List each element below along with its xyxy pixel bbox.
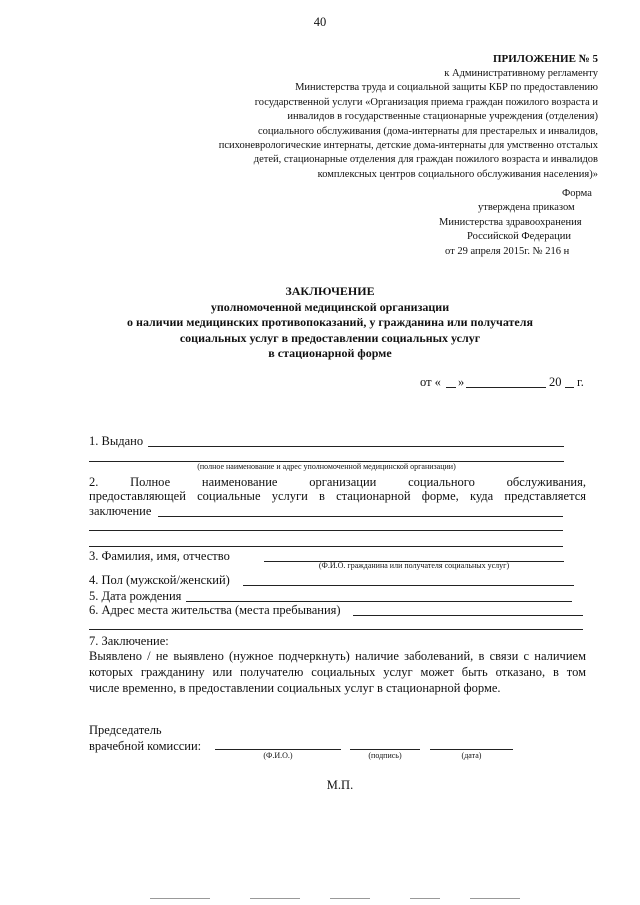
field-birth-label: 5. Дата рождения (89, 589, 182, 603)
field-issued-label: 1. Выдано (89, 434, 144, 448)
form-note-line: Министерства здравоохранения (439, 216, 582, 228)
appendix-line: комплексных центров социального обслуживания населения)» (317, 168, 598, 180)
scan-mark (410, 898, 440, 899)
field-fio-label: 3. Фамилия, имя, отчество (89, 549, 230, 563)
date-close: » (458, 375, 465, 389)
sign-date-caption: (дата) (461, 751, 482, 760)
field-org-line2: предоставляющей социальные услуги в стационарной форме, куда представляется (89, 489, 586, 503)
field-org-blank-2[interactable] (89, 530, 563, 531)
issued-caption: (полное наименование и адрес уполномоченной медицинской организации) (197, 462, 456, 471)
date-month-blank[interactable] (466, 387, 546, 388)
form-note-line: от 29 апреля 2015г. № 216 н (445, 245, 570, 257)
field-conclusion-label: 7. Заключение: (89, 634, 169, 648)
date-year: 20 (549, 375, 562, 389)
chair-label-1: Председатель (89, 723, 162, 737)
date-prefix: от « (420, 375, 441, 389)
field-address-label: 6. Адрес места жительства (места пребывания) (89, 603, 341, 617)
document-title: ЗАКЛЮЧЕНИЕ (285, 284, 375, 298)
scan-mark (330, 898, 370, 899)
sign-signature-blank[interactable] (350, 749, 420, 750)
field-sex-label: 4. Пол (мужской/женский) (89, 573, 230, 587)
field-org-line1: 2. Полное наименование организации социального обслуживания, (89, 475, 586, 489)
conclusion-line: числе временно, в предоставлении социальных услуг в стационарной форме. (89, 681, 501, 695)
title-line: социальных услуг в предоставлении социальных услуг (179, 330, 481, 345)
sign-fio-blank[interactable] (215, 749, 341, 750)
conclusion-line: Выявлено / не выявлено (нужное подчеркнуть) наличие заболеваний, в связи с наличием (89, 649, 586, 663)
field-issued-blank[interactable] (148, 446, 564, 447)
title-line: о наличии медицинских противопоказаний, у гражданина или получателя (127, 315, 533, 329)
sign-date-blank[interactable] (430, 749, 513, 750)
date-day-blank[interactable] (446, 387, 456, 388)
sign-signature-caption: (подпись) (368, 751, 402, 760)
title-line: уполномоченной медицинской организации (210, 299, 450, 314)
appendix-line: Министерства труда и социальной защиты КБР по предоставлению (295, 82, 598, 94)
field-address-blank[interactable] (353, 615, 583, 616)
scan-mark (470, 898, 520, 899)
title-line: в стационарной форме (268, 346, 392, 360)
page-number: 40 (313, 15, 327, 29)
appendix-heading: ПРИЛОЖЕНИЕ № 5 (492, 53, 598, 65)
appendix-line: инвалидов в государственные стационарные учреждения (отделения) (287, 111, 598, 123)
appendix-line: детей, стационарные отделения для граждан пожилого возраста и инвалидов (253, 154, 598, 166)
appendix-line: социального обслуживания (дома-интернаты для престарелых и инвалидов, (257, 125, 598, 137)
appendix-line: психоневрологические интернаты, детские дома-интернаты для умственно отсталых (218, 140, 598, 151)
scan-mark (250, 898, 300, 899)
scan-mark (150, 898, 210, 899)
appendix-line: к Административному регламенту (444, 68, 598, 79)
date-suffix: г. (577, 375, 584, 389)
field-org-line3: заключение (89, 504, 152, 518)
appendix-line: государственной услуги «Организация приема граждан пожилого возраста и (254, 96, 598, 108)
form-note-line: утверждена приказом (478, 202, 575, 214)
form-note-line: Форма (562, 188, 592, 199)
field-sex-blank[interactable] (243, 585, 574, 586)
fio-caption: (Ф.И.О. гражданина или получателя социальных услуг) (318, 561, 510, 570)
conclusion-line: которых гражданину или получателю социальных услуг может быть отказано, в том (89, 665, 586, 679)
stamp-mark: М.П. (326, 778, 354, 792)
field-org-blank[interactable] (158, 516, 563, 517)
field-org-blank-3[interactable] (89, 546, 563, 547)
sign-fio-caption: (Ф.И.О.) (263, 751, 293, 760)
field-address-blank-2[interactable] (89, 629, 583, 630)
form-note-line: Российской Федерации (467, 231, 571, 243)
chair-label-2: врачебной комиссии: (89, 739, 202, 753)
date-year-blank[interactable] (565, 387, 574, 388)
